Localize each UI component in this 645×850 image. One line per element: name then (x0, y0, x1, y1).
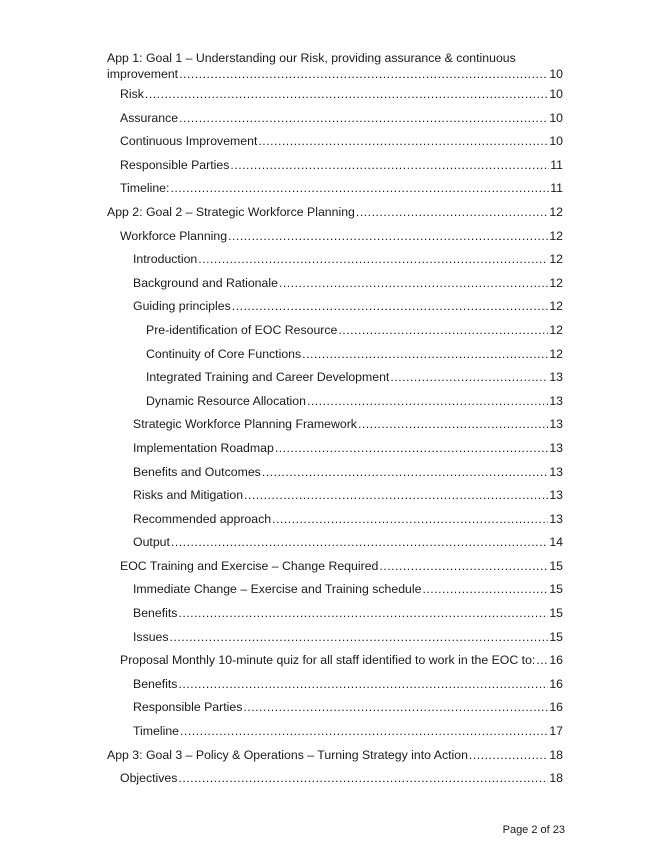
toc-entry-title: Background and Rationale (133, 275, 278, 290)
dot-leader (536, 652, 548, 668)
table-of-contents (107, 50, 563, 794)
toc-entry-title: Dynamic Resource Allocation (146, 393, 306, 408)
dot-leader (390, 369, 548, 385)
dot-leader (170, 180, 549, 196)
toc-entry-risk[interactable] (107, 86, 563, 110)
toc-entry-timeline[interactable] (107, 180, 563, 204)
toc-entry-benefits[interactable] (107, 676, 563, 700)
toc-entry-app2-goal2[interactable] (107, 204, 563, 228)
toc-entry-title: Responsible Parties (133, 700, 243, 715)
toc-entry-introduction[interactable] (107, 251, 563, 275)
toc-entry-title: Integrated Training and Career Development (146, 370, 390, 385)
toc-entry-immediate-change[interactable] (107, 581, 563, 605)
toc-entry-title: Risks and Mitigation (133, 488, 244, 503)
toc-entry-page: 15 (549, 606, 563, 621)
toc-entry-page: 18 (549, 771, 563, 786)
toc-entry-title: Risk (120, 87, 144, 101)
toc-entry-page: 13 (549, 393, 563, 408)
toc-entry-title: Guiding principles (133, 299, 231, 314)
toc-entry-title: Introduction (133, 252, 198, 267)
toc-entry-assurance[interactable] (107, 110, 563, 134)
toc-entry-pre-identification[interactable] (107, 322, 563, 346)
dot-leader (179, 66, 548, 82)
toc-entry-title: Immediate Change – Exercise and Training schedule (133, 582, 422, 597)
toc-entry-proposal-quiz[interactable] (107, 652, 563, 676)
dot-leader (228, 228, 548, 244)
dot-leader (232, 298, 549, 314)
toc-entry-title: improvement (107, 67, 179, 81)
toc-entry-title: Responsible Parties (120, 157, 230, 172)
toc-entry-page: 12 (549, 275, 563, 290)
dot-leader (422, 581, 548, 597)
dot-leader (302, 346, 548, 362)
dot-leader (379, 558, 548, 574)
toc-entry-workforce-planning[interactable] (107, 228, 563, 252)
toc-entry-page: 12 (549, 204, 563, 219)
toc-entry-page: 16 (549, 700, 563, 715)
toc-entry-page: 12 (549, 252, 563, 267)
dot-leader (338, 322, 548, 338)
toc-entry-benefits-outcomes[interactable] (107, 464, 563, 488)
toc-entry-app3-goal3[interactable] (107, 747, 563, 771)
toc-entry-responsible-parties[interactable] (107, 157, 563, 181)
toc-entry-page: 15 (549, 582, 563, 597)
dot-leader (178, 770, 548, 786)
toc-entry-risks-mitigation[interactable] (107, 487, 563, 511)
toc-entry-page: 10 (549, 67, 563, 81)
toc-entry-page: 13 (549, 464, 563, 479)
toc-entry-title: Implementation Roadmap (133, 440, 274, 455)
toc-entry-page: 11 (550, 181, 563, 196)
toc-entry-page: 14 (549, 535, 563, 550)
toc-entry-page: 10 (549, 134, 563, 149)
toc-entry-app1-goal1[interactable] (107, 50, 563, 86)
toc-entry-title: Timeline: (120, 181, 170, 196)
dot-leader (307, 393, 548, 409)
dot-leader (243, 699, 548, 715)
toc-entry-title: App 2: Goal 2 – Strategic Workforce Planning (107, 204, 355, 219)
toc-entry-page: 13 (549, 488, 563, 503)
toc-entry-page: 10 (549, 87, 563, 101)
toc-entry-title-line1: App 1: Goal 1 – Understanding our Risk, providing assurance & continuous (107, 51, 516, 65)
dot-leader (230, 157, 549, 173)
toc-entry-title: Assurance (120, 110, 179, 125)
dot-leader (170, 629, 549, 645)
toc-entry-page: 13 (549, 440, 563, 455)
dot-leader (145, 86, 548, 102)
dot-leader (358, 416, 548, 432)
toc-entry-integrated-training[interactable] (107, 369, 563, 393)
toc-entry-eoc-training-exercise[interactable] (107, 558, 563, 582)
dot-leader (180, 723, 548, 739)
toc-entry-title: Timeline (133, 724, 180, 739)
toc-entry-dynamic-resource-allocation[interactable] (107, 393, 563, 417)
toc-entry-page: 13 (549, 370, 563, 385)
page-number: Page 2 of 23 (502, 824, 565, 836)
dot-leader (179, 110, 548, 126)
toc-entry-title: Workforce Planning (120, 228, 228, 243)
toc-entry-title: Continuous Improvement (120, 134, 258, 149)
toc-entry-page: 13 (549, 417, 563, 432)
toc-entry-title: EOC Training and Exercise – Change Required (120, 558, 379, 573)
toc-entry-title: Proposal Monthly 10-minute quiz for all staff identified to work in the EOC to: (120, 653, 536, 668)
toc-entry-title: Recommended approach (133, 511, 272, 526)
toc-entry-title: Issues (133, 629, 169, 644)
toc-entry-page: 12 (549, 228, 563, 243)
toc-entry-swp-framework[interactable] (107, 416, 563, 440)
toc-entry-title: Benefits (133, 676, 178, 691)
toc-entry-title: Benefits (133, 606, 178, 621)
toc-entry-implementation-roadmap[interactable] (107, 440, 563, 464)
toc-entry-guiding-principles[interactable] (107, 298, 563, 322)
toc-entry-timeline[interactable] (107, 723, 563, 747)
dot-leader (178, 676, 548, 692)
toc-entry-page: 16 (549, 653, 563, 668)
toc-entry-page: 13 (549, 511, 563, 526)
dot-leader (469, 747, 548, 763)
toc-entry-benefits[interactable] (107, 605, 563, 629)
dot-leader (279, 275, 548, 291)
dot-leader (258, 133, 548, 149)
toc-entry-page: 10 (549, 110, 563, 125)
toc-entry-page: 15 (549, 558, 563, 573)
toc-entry-page: 12 (549, 346, 563, 361)
toc-entry-title: Continuity of Core Functions (146, 346, 302, 361)
toc-entry-continuous-improvement[interactable] (107, 133, 563, 157)
toc-entry-title: Strategic Workforce Planning Framework (133, 417, 357, 432)
dot-leader (178, 605, 548, 621)
dot-leader (272, 511, 548, 527)
dot-leader (275, 440, 549, 456)
toc-entry-page: 16 (549, 676, 563, 691)
toc-entry-title: Pre-identification of EOC Resource (146, 322, 338, 337)
toc-entry-title: Output (133, 535, 170, 550)
toc-entry-title: App 3: Goal 3 – Policy & Operations – Turning Strategy into Action (107, 747, 468, 762)
toc-entry-issues[interactable] (107, 629, 563, 653)
toc-entry-page: 15 (549, 629, 563, 644)
toc-entry-responsible-parties[interactable] (107, 699, 563, 723)
dot-leader (198, 251, 548, 267)
toc-entry-background-rationale[interactable] (107, 275, 563, 299)
dot-leader (262, 464, 548, 480)
toc-entry-page: 11 (550, 157, 563, 172)
dot-leader (244, 487, 548, 503)
toc-entry-page: 12 (549, 322, 563, 337)
toc-entry-page: 18 (549, 747, 563, 762)
toc-entry-objectives[interactable] (107, 770, 563, 794)
toc-entry-title: Benefits and Outcomes (133, 464, 261, 479)
toc-entry-title: Objectives (120, 771, 178, 786)
toc-entry-output[interactable] (107, 534, 563, 558)
toc-entry-page: 17 (549, 724, 563, 739)
dot-leader (171, 534, 548, 550)
toc-entry-continuity-core-functions[interactable] (107, 346, 563, 370)
dot-leader (356, 204, 548, 220)
toc-entry-recommended-approach[interactable] (107, 511, 563, 535)
toc-entry-page: 12 (549, 299, 563, 314)
